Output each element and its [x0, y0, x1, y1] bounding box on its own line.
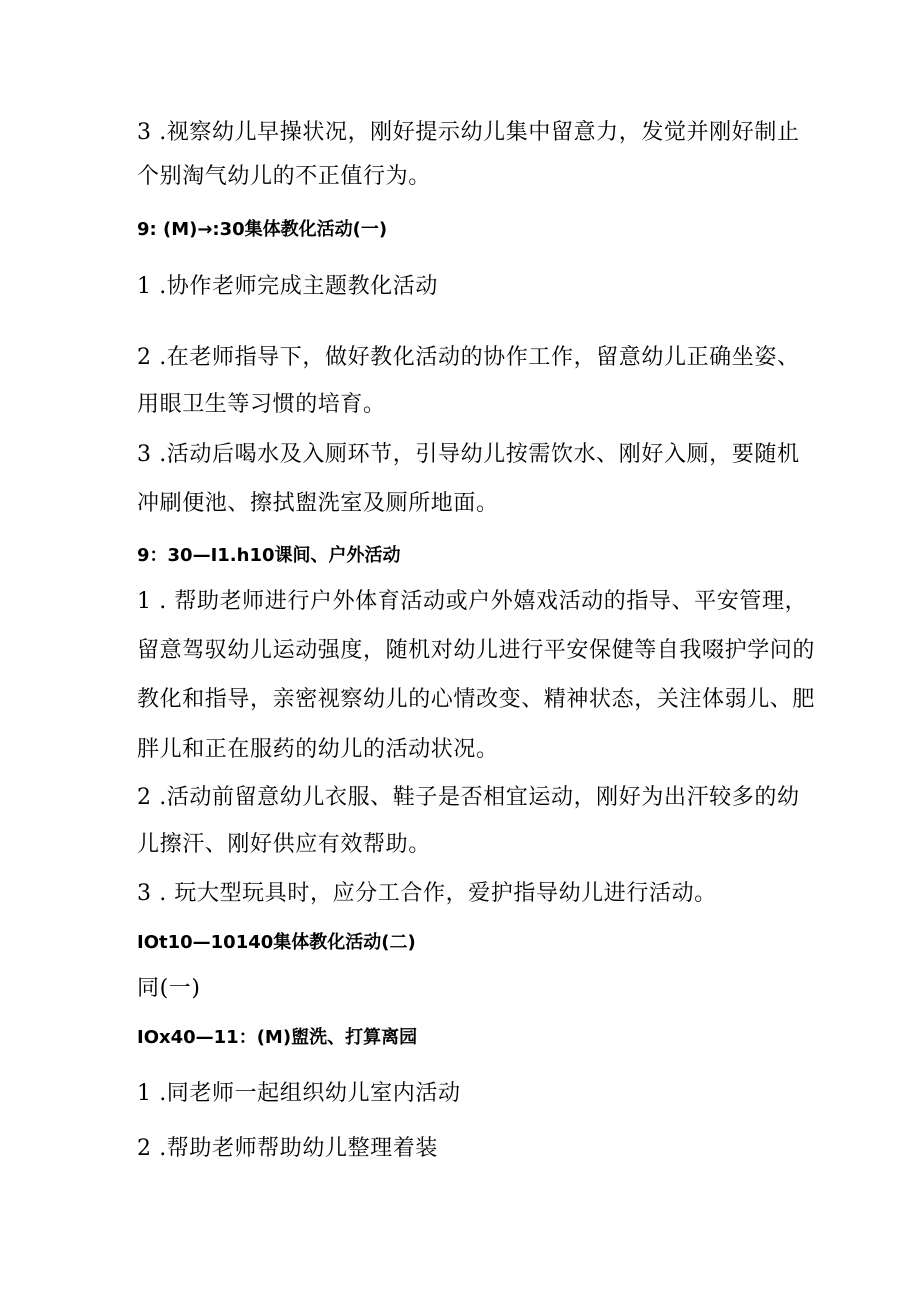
- paragraph-line: 3 .视察幼儿早操状况，刚好提示幼儿集中留意力，发觉并刚好制止: [137, 120, 800, 145]
- paragraph-line: 留意驾驭幼儿运动强度，随机对幼儿进行平安保健等自我啜护学问的: [137, 638, 816, 663]
- section-heading: 9: (M)→:30集体教化活动(一): [137, 219, 388, 240]
- paragraph-line: 1 . 帮助老师进行户外体育活动或户外嬉戏活动的指导、平安管理，: [137, 589, 808, 614]
- paragraph-line: 同(一): [137, 976, 201, 1001]
- paragraph-line: 1 .同老师一起组织幼儿室内活动: [137, 1081, 461, 1106]
- section-heading: IOt10—10140集体教化活动(二): [137, 932, 416, 953]
- paragraph-line: 3 . 玩大型玩具时，应分工合作，爱护指导幼儿进行活动。: [137, 881, 717, 906]
- section-heading: 9：30—I1.h10课间、户外活动: [137, 545, 401, 566]
- paragraph-line: 儿擦汗、刚好供应有效帮助。: [137, 832, 431, 857]
- paragraph-line: 1 .协作老师完成主题教化活动: [137, 274, 438, 299]
- paragraph-line: 教化和指导，亲密视察幼儿的心情改变、精神状态，关注体弱儿、肥: [137, 687, 816, 712]
- paragraph-line: 胖儿和正在服药的幼儿的活动状况。: [137, 737, 499, 762]
- paragraph-line: 2 .活动前留意幼儿衣服、鞋子是否相宜运动，刚好为出汗较多的幼: [137, 785, 800, 810]
- paragraph-line: 用眼卫生等习惯的培育。: [137, 392, 386, 417]
- paragraph-line: 2 .在老师指导下，做好教化活动的协作工作，留意幼儿正确坐姿、: [137, 345, 800, 370]
- paragraph-line: 3 .活动后喝水及入厕环节，引导幼儿按需饮水、刚好入厕，要随机: [137, 442, 800, 467]
- section-heading: IOx40—11：(M)盥洗、打算离园: [137, 1027, 418, 1048]
- paragraph-line: 个别淘气幼儿的不正值行为。: [137, 164, 431, 189]
- paragraph-line: 冲刷便池、擦拭盥洗室及厕所地面。: [137, 491, 499, 516]
- paragraph-line: 2 .帮助老师帮助幼儿整理着装: [137, 1136, 438, 1161]
